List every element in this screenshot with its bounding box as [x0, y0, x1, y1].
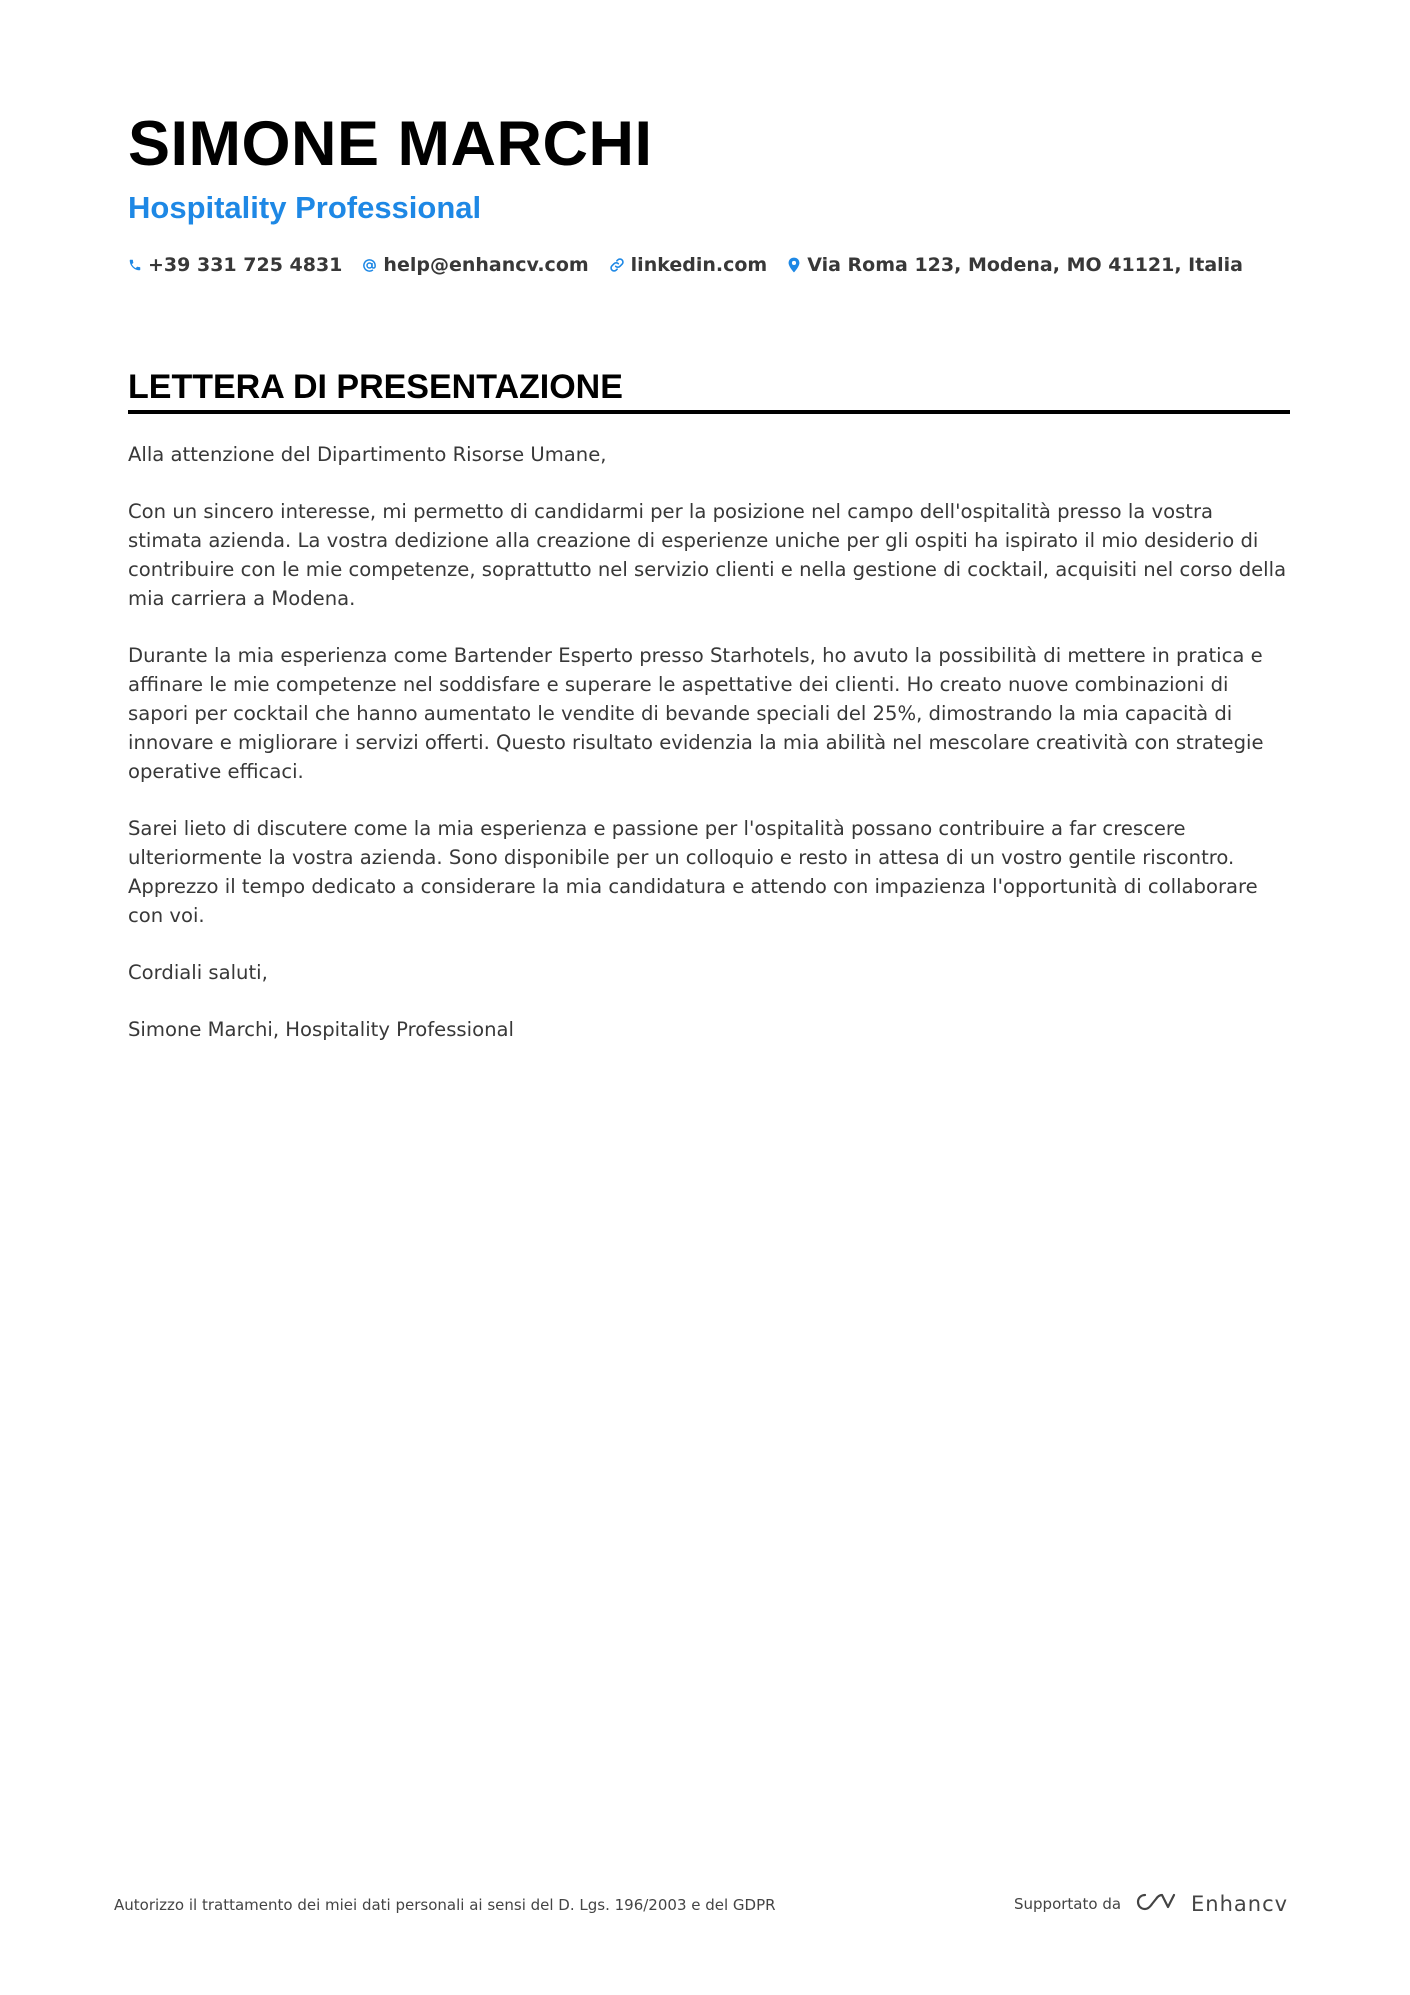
phone-text: +39 331 725 4831: [148, 254, 343, 276]
location-pin-icon: [787, 257, 801, 273]
address-text: Via Roma 123, Modena, MO 41121, Italia: [807, 254, 1244, 276]
footer-branding[interactable]: [1014, 1890, 1288, 1918]
enhancv-brand: Enhancv: [1191, 1892, 1289, 1916]
footer-consent: Autorizzo il trattamento dei miei dati personali ai sensi del D. Lgs. 196/2003 e del GDPR: [114, 1896, 776, 1914]
enhancv-logo-icon: [1133, 1890, 1179, 1918]
phone-icon: [128, 258, 142, 272]
letter-body: [128, 440, 1293, 1072]
section-divider: [128, 410, 1290, 414]
letter-paragraph: Sarei lieto di discutere come la mia esperienza e passione per l'ospitalità possano contribuire a far crescere ulteriormente la vostra azienda. Sono disponibile per un colloquio e resto in attesa di un vostro gentile riscontro. Apprezzo il tempo dedicato a considerare la mia candidatura e attendo con impazienza l'opportunità di collaborare con voi.: [128, 817, 1258, 927]
contact-phone[interactable]: [128, 254, 342, 276]
contact-bar: [128, 254, 1243, 276]
contact-email[interactable]: [362, 254, 588, 276]
supported-by-label: Supportato da: [1014, 1895, 1122, 1913]
letter-signature: Simone Marchi, Hospitality Professional: [128, 1018, 514, 1041]
letter-paragraph: Con un sincero interesse, mi permetto di candidarmi per la posizione nel campo dell'ospitalità presso la vostra stimata azienda. La vostra dedizione alla creazione di esperienze uniche per gli ospiti ha ispirato il mio desiderio di contribuire con le mie competenze, soprattutto nel servizio clienti e nella gestione di cocktail, acquisiti nel corso della mia carriera a Modena.: [128, 500, 1287, 610]
at-icon: [362, 258, 377, 273]
letter-greeting: Alla attenzione del Dipartimento Risorse Umane,: [128, 443, 607, 466]
letter-closing: Cordiali saluti,: [128, 961, 268, 984]
candidate-title: Hospitality Professional: [128, 190, 482, 225]
candidate-name: SIMONE MARCHI: [128, 109, 653, 179]
contact-address: [787, 254, 1243, 276]
website-text: linkedin.com: [630, 254, 768, 276]
section-title: LETTERA DI PRESENTAZIONE: [128, 368, 623, 406]
email-text: help@enhancv.com: [383, 254, 589, 276]
link-icon: [609, 257, 625, 273]
letter-paragraph: Durante la mia esperienza come Bartender Esperto presso Starhotels, ho avuto la possibilità di mettere in pratica e affinare le mie competenze nel soddisfare e superare le aspettative dei clienti. Ho creato nuove combinazioni di sapori per cocktail che hanno aumentato le vendite di bevande speciali del 25%, dimostrando la mia capacità di innovare e migliorare i servizi offerti. Questo risultato evidenzia la mia abilità nel mescolare creatività con strategie operative efficaci.: [128, 644, 1264, 783]
contact-website[interactable]: [609, 254, 768, 276]
